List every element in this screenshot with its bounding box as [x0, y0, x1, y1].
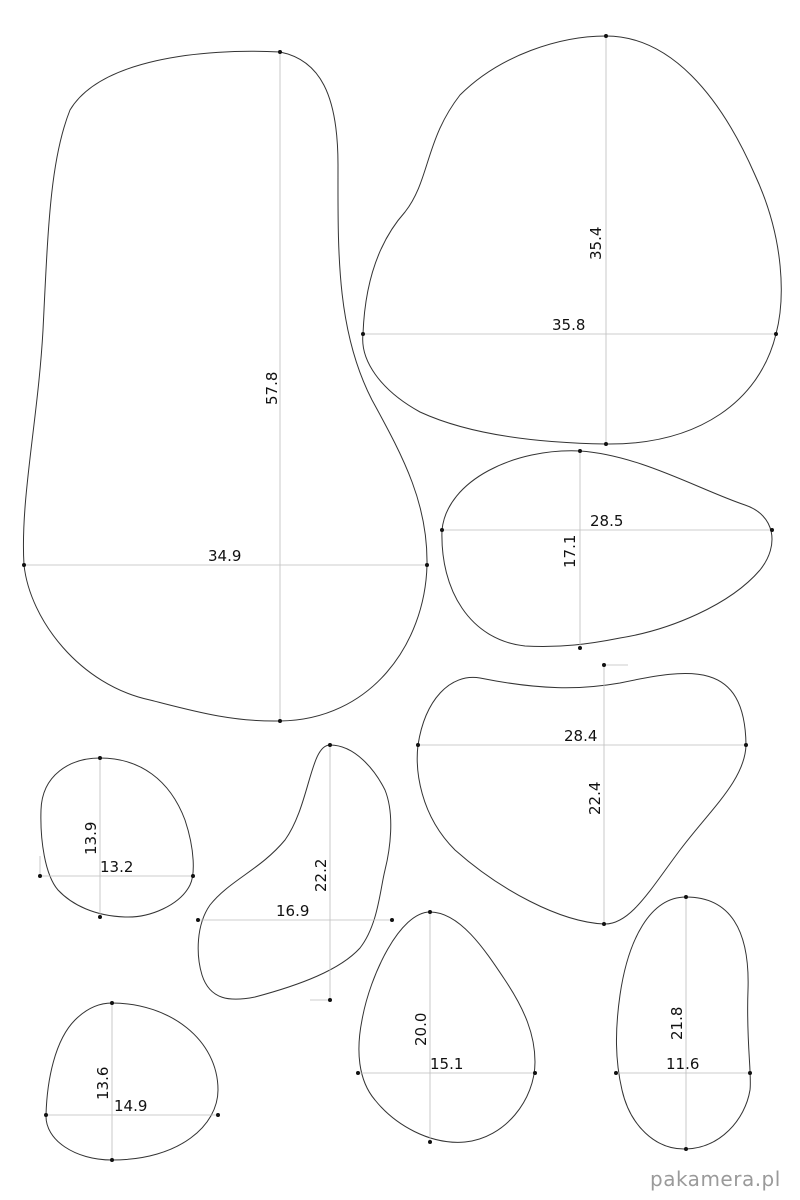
shape-1-dot-bottom [278, 719, 282, 723]
shape-7-dot-left [356, 1071, 360, 1075]
shape-2 [361, 34, 781, 446]
shape-6-dot-left [196, 918, 200, 922]
shape-2-dot-bottom [604, 442, 608, 446]
shape-8-dot-bottom [684, 1147, 688, 1151]
shape-7-outline [359, 912, 535, 1142]
shape-6-dot-top [328, 743, 332, 747]
shape-9-width-label: 14.9 [114, 1097, 148, 1115]
shape-5-dot-right [191, 874, 195, 878]
shape-3-outline [442, 451, 772, 647]
shape-6-dot-right [390, 918, 394, 922]
shape-2-height-label: 35.4 [587, 226, 605, 260]
shape-7-dot-bottom [428, 1140, 432, 1144]
shape-3-dot-right [770, 528, 774, 532]
shape-2-dot-right [774, 332, 778, 336]
shape-3-width-label: 28.5 [590, 512, 624, 530]
watermark-text: pakamera.pl [650, 1167, 781, 1191]
shape-5 [38, 756, 195, 919]
shape-5-dot-top [98, 756, 102, 760]
shape-1-dot-top [278, 50, 282, 54]
shape-1-dot-right [425, 563, 429, 567]
shape-7-dot-right [533, 1071, 537, 1075]
shape-5-dot-bottom [98, 915, 102, 919]
shape-6 [196, 743, 394, 1002]
shape-8-dot-top [684, 895, 688, 899]
shape-2-dot-left [361, 332, 365, 336]
shape-3 [440, 449, 774, 650]
shape-4 [416, 663, 748, 926]
shape-7-height-label: 20.0 [412, 1012, 430, 1046]
shape-6-height-label: 22.2 [312, 858, 330, 892]
shape-4-dot-right [744, 743, 748, 747]
shape-7-dot-top [428, 910, 432, 914]
shape-8-dot-right [748, 1071, 752, 1075]
shape-7-width-label: 15.1 [430, 1055, 464, 1073]
shape-8 [614, 895, 752, 1151]
shape-2-dot-top [604, 34, 608, 38]
shape-3-dot-bottom [578, 646, 582, 650]
shape-4-height-label: 22.4 [586, 781, 604, 815]
shape-3-dot-top [578, 449, 582, 453]
shape-9-outline [46, 1003, 218, 1160]
shape-9-height-label: 13.6 [94, 1066, 112, 1100]
shape-4-outline [417, 674, 746, 925]
shape-3-dot-left [440, 528, 444, 532]
shape-5-dot-left [38, 874, 42, 878]
shape-4-dot-top [602, 663, 606, 667]
shape-9-dot-right [216, 1113, 220, 1117]
shape-2-width-label: 35.8 [552, 316, 586, 334]
shape-3-height-label: 17.1 [561, 534, 579, 568]
shape-8-dot-left [614, 1071, 618, 1075]
shape-1-outline [23, 51, 427, 721]
shape-9-dot-bottom [110, 1158, 114, 1162]
shape-2-outline [363, 36, 782, 444]
shape-8-height-label: 21.8 [668, 1006, 686, 1040]
shape-6-outline [198, 745, 391, 999]
shape-1-dot-left [22, 563, 26, 567]
shape-9-dot-top [110, 1001, 114, 1005]
shape-9 [44, 1001, 220, 1162]
shape-1 [22, 50, 429, 723]
shape-7 [356, 910, 537, 1144]
shape-4-width-label: 28.4 [564, 727, 598, 745]
shape-4-dot-bottom [602, 922, 606, 926]
shape-6-width-label: 16.9 [276, 902, 310, 920]
shape-5-width-label: 13.2 [100, 858, 134, 876]
shape-5-height-label: 13.9 [82, 821, 100, 855]
shape-8-width-label: 11.6 [666, 1055, 700, 1073]
shape-6-dot-bottom [328, 998, 332, 1002]
shape-1-height-label: 57.8 [263, 371, 281, 405]
shape-4-dot-left [416, 743, 420, 747]
shape-1-width-label: 34.9 [208, 547, 242, 565]
shape-9-dot-left [44, 1113, 48, 1117]
shape-5-outline [41, 758, 193, 917]
